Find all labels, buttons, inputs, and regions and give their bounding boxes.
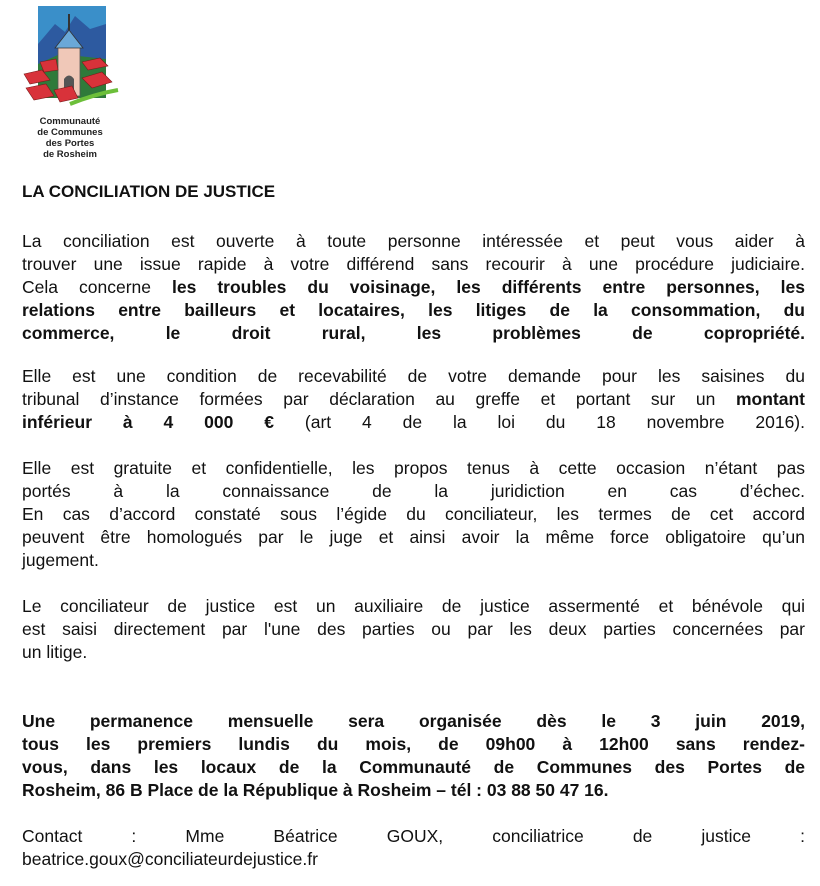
text-line [22,756,805,779]
text-line [22,825,805,848]
logo-emblem-icon [20,4,120,114]
text: Le conciliateur de justice est un auxiliaire de justice assermenté et bénévole qui [22,596,805,616]
text-line [22,779,805,802]
text-line [22,299,805,322]
document-title: LA CONCILIATION DE JUSTICE [22,182,276,201]
text-line [22,549,805,572]
bold-text: Une permanence mensuelle sera organisée dès le 3 juin 2019, [22,711,805,731]
bold-text: relations entre bailleurs et locataires, les litiges de la consommation, du [22,300,805,320]
text: est saisi directement par l'une des parties ou par les deux parties concernées par [22,619,805,639]
paragraph-intro [22,230,805,345]
logo [20,4,120,160]
text: Contact : Mme Béatrice GOUX, conciliatrice de justice : [22,826,805,846]
text-line [22,411,805,434]
paragraph-conciliator [22,595,805,664]
text: trouver une issue rapide à votre différend sans recourir à une procédure judiciaire. [22,254,805,274]
text-line [22,365,805,388]
bold-text: les troubles du voisinage, les différents entre personnes, les [172,277,805,297]
text: (art 4 de la loi du 18 novembre 2016). [274,412,805,432]
text-line [22,253,805,276]
text-line [22,457,805,480]
text-line [22,480,805,503]
bold-text: vous, dans les locaux de la Communauté de Communes des Portes de [22,757,805,777]
text: tribunal d’instance formées par déclaration au greffe et portant sur un [22,389,736,409]
text-line [22,276,805,299]
paragraph-condition [22,365,805,434]
bold-text: montant [735,389,805,409]
bold-text: inférieur à 4 000 € [22,412,274,432]
logo-text-line: des Portes [45,138,95,149]
text: La conciliation est ouverte à toute personne intéressée et peut vous aider à [22,231,805,251]
text: jugement. [22,550,99,570]
bold-text: commerce, le droit rural, les problèmes de copropriété. [22,323,805,343]
text-line [22,618,805,641]
text-line [22,710,805,733]
logo-text-line: de Communes [37,127,103,138]
text-line [22,388,805,411]
text-line [22,322,805,345]
text-line [22,733,805,756]
logo-text-line: de Rosheim [43,149,97,160]
bold-text: Rosheim, 86 B Place de la République à Rosheim – tél : 03 88 50 47 16. [22,780,609,800]
paragraph-contact [22,825,805,871]
text: beatrice.goux@conciliateurdejustice.fr [22,849,318,869]
text: peuvent être homologués par le juge et ainsi avoir la même force obligatoire qu’un [22,527,805,547]
text: portés à la connaissance de la juridiction en cas d’échec. [22,481,805,501]
paragraph-confidential [22,457,805,572]
text-line [22,526,805,549]
text: Cela concerne [22,277,173,297]
text-line [22,503,805,526]
bold-text: tous les premiers lundis du mois, de 09h00 à 12h00 sans rendez- [22,734,805,754]
text: En cas d’accord constaté sous l’égide du conciliateur, les termes de cet accord [22,504,805,524]
text: Elle est gratuite et confidentielle, les propos tenus à cette occasion n’étant pas [22,458,805,478]
text-line [22,595,805,618]
text: un litige. [22,642,88,662]
text: Elle est une condition de recevabilité de votre demande pour les saisines du [22,366,805,386]
text-line [22,641,805,664]
logo-text [20,116,120,160]
text-line [22,230,805,253]
logo-text-line: Communauté [39,116,101,127]
paragraph-permanence [22,710,805,802]
text-line [22,848,805,871]
